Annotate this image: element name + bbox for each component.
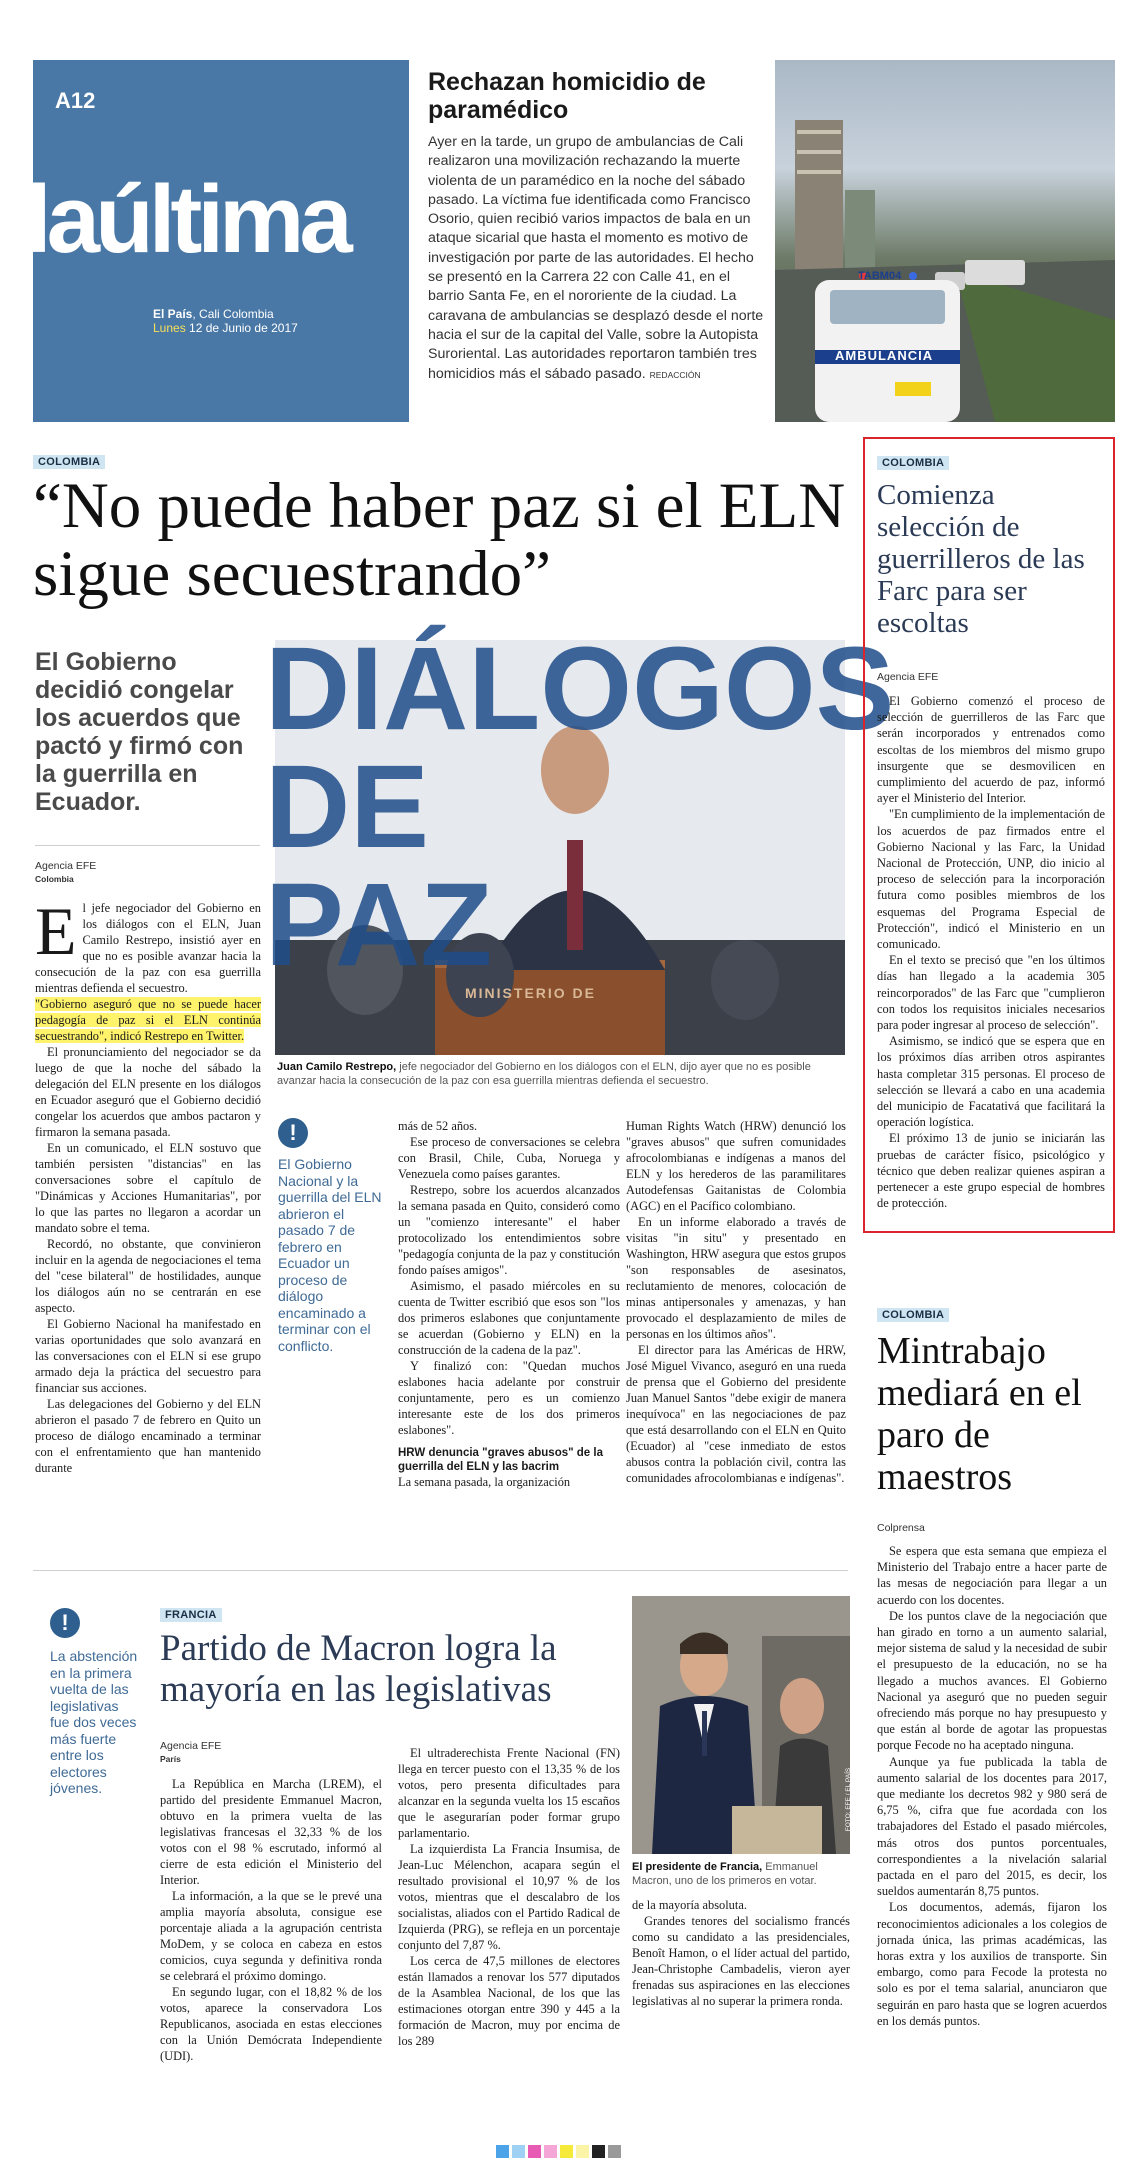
farc-sidebar [863, 437, 1115, 1233]
main-paragraph: Y finalizó con: "Quedan muchos eslabones hacia adelante por construir conjuntamente, pero es un comienzo interesante este de los dos primeros eslabones". [398, 1359, 620, 1437]
main-callout [278, 1118, 388, 1354]
france-photo-caption [632, 1860, 850, 1888]
color-swatch [512, 2145, 525, 2158]
france-tag-label: FRANCIA [160, 1608, 222, 1622]
main-lead: l jefe negociador del Gobierno en los diálogos con el ELN, Juan Camilo Restrepo, insistió ayer en que no es posible avanzar hacia la consecución de la paz con esa guerrilla mientras defienda el secuestro. [35, 901, 261, 995]
weekday: Lunes [153, 321, 186, 335]
highlighted-quote: "Gobierno aseguró que no se puede hacer pedagogía de paz si el ELN continúa secuestrando", indicó Restrepo en Twitter. [35, 997, 261, 1043]
farc-agency: Agencia EFE [877, 671, 939, 683]
drop-cap: E [35, 893, 77, 969]
main-col-2 [398, 1118, 620, 1490]
main-tag-label: COLOMBIA [33, 455, 105, 469]
top-photo-credit: FOTO: CORTESÍA PARA EL PAÍS [1124, 314, 1131, 413]
color-swatch [544, 2145, 557, 2158]
mintrabajo-paragraph: Los documentos, además, fijaron los reconocimientos adicionales a los colegios de jornada única, las primas académicas, las horas extra y los auxilios de transporte. Sin embargo, como para Fecode la protesta no solo es por el tema salarial, anunciaron que seguirán en paro hasta que se logren acuerdos en los demás puntos. [877, 1900, 1107, 2028]
print-color-bar [496, 2145, 621, 2158]
main-paragraph: Restrepo, sobre los acuerdos alcanzados la semana pasada en Quito, consideró como un "comienzo interesante" el haber protocolizado los entendimientos sobre "pedagogía conjunta de la paz y constitución fondo países amigos". [398, 1183, 620, 1277]
france-paragraph: En segundo lugar, con el 18,82 % de los votos, aparece la conservadora Los Republicanos, asociada en estas elecciones con la Unión Demócrata Independiente (UDI). [160, 1985, 382, 2063]
color-swatch [496, 2145, 509, 2158]
exclamation-icon: ! [50, 1608, 80, 1638]
mintrabajo-paragraph: Se espera que esta semana que empieza el Ministerio del Trabajo entre a hacer parte de las mesas de negociación para llegar a un acuerdo con los docentes. [877, 1544, 1107, 1607]
paper-city: Cali Colombia [199, 307, 274, 321]
main-byline [35, 860, 96, 886]
main-paragraph: El director para las Américas de HRW, José Miguel Vivanco, aseguró en una rueda de prensa que el Gobierno del presidente Juan Manuel Santos "debe exigir de manera inequívoca" en las negociaciones de paz que está desarrollando con el ELN en Quito (Ecuador) al "cese inmediato de estos abusos contra la población civil, contra las comunidades afrocolombianas e indígenas". [626, 1343, 846, 1485]
masthead-dateline: El País, Cali Colombia Lunes 12 de Junio de 2017 [153, 307, 298, 335]
macron-photo [632, 1596, 850, 1854]
france-photo-credit: FOTO: EFE / EL PAÍS [844, 1767, 852, 1832]
ambulance-photo [775, 60, 1131, 422]
main-paragraph: Las delegaciones del Gobierno y del ELN abrieron el pasado 7 de febrero en Quito un proceso de diálogo encaminado a terminar con el enfrentamiento que han mantenido durante [35, 1397, 261, 1475]
main-agency: Agencia EFE [35, 860, 97, 872]
date: 12 de Junio de 2017 [189, 321, 298, 335]
caption-text: jefe negociador del Gobierno en los diálogos con el ELN, dijo ayer que no es posible avanzar hacia la consecución de la paz con esa guerrilla mientras defienda el secuestro. [277, 1061, 811, 1087]
top-story-signature: REDACCIÓN [649, 369, 701, 380]
main-col-1 [35, 893, 261, 1476]
main-col-3 [626, 1118, 846, 1486]
top-story [428, 60, 768, 422]
podium-lettering: MINISTERIO DE [465, 985, 597, 1001]
caption-name: Juan Camilo Restrepo, [277, 1061, 397, 1073]
callout-text: El Gobierno Nacional y la guerrilla del ELN abrieron el pasado 7 de febrero en Ecuador un proceso de diálogo encaminado a terminar con el conflicto. [278, 1156, 382, 1354]
restrepo-photo [265, 623, 895, 1055]
france-callout [50, 1608, 140, 1797]
france-paragraph: La izquierdista La Francia Insumisa, de Jean-Luc Mélenchon, acapara según el resultado provisional el 10,97 % de los votos, mientras que el descalabro de los socialistas, aliados con el Partido Radical de Izquierda (PRG), se refleja en un porcentaje conjunto del 7,87 %. [398, 1842, 620, 1952]
france-caption-text: Emmanuel Macron, uno de los primeros en votar. [632, 1861, 818, 1887]
mintrabajo-body [877, 1543, 1107, 2029]
farc-tag-label: COLOMBIA [877, 456, 949, 470]
main-paragraph: El pronunciamiento del negociador se da luego de que la noche del sábado la delegación del ELN presente en los diálogos en Ecuador aseguró que el Gobierno decidió congelar los acuerdos que ambos pactaron y firmaron la semana pasada. [35, 1045, 261, 1139]
france-col-1 [160, 1776, 382, 2064]
color-swatch [560, 2145, 573, 2158]
farc-headline: Comienza selección de guerrilleros de las Farc para ser escoltas [877, 479, 1085, 639]
france-paragraph: La República en Marcha (LREM), el partido del presidente Emmanuel Macron, obtuvo en la primera vuelta de las legislativas francesas el 32,33 % de los votos con el 98 % escrutado, informó al cierre de esta edición el Ministerio del Interior. [160, 1777, 382, 1887]
france-caption-name: El presidente de Francia, [632, 1861, 763, 1873]
macron-photo-illustration [632, 1596, 850, 1854]
main-paragraph: Ese proceso de conversaciones se celebra con Brasil, Chile, Cuba, Noruega y Venezuela como países garantes. [398, 1135, 620, 1181]
main-headline: “No puede haber paz si el ELN sigue secuestrando” [33, 470, 846, 610]
color-swatch [528, 2145, 541, 2158]
main-photo-caption [277, 1060, 843, 1088]
paper-name: El País [153, 307, 193, 321]
farc-paragraph: "En cumplimiento de la implementación de los acuerdos de paz firmados entre el Gobierno Nacional y las Farc, la Unidad Nacional de Protección, UNP, dio inicio al proceso de selección para la incorporación futura como posibles miembros de los esquemas del Programa Especial de Protección", indicó el Ministerio en un comunicado. [877, 807, 1105, 952]
main-paragraph: En un informe elaborado a través de visitas "in situ" y presentado en Washington, HRW asegura que estos grupos "son responsables de asesinatos, reclutamiento de menores, colocación de minas antipersonales y amenazas, y han provocado el desplazamiento de miles de personas en los últimos años". [626, 1215, 846, 1341]
top-story-body [428, 133, 768, 385]
main-deck: El Gobierno decidió congelar los acuerdos que pactó y firmó con la guerrilla en Ecuador. [35, 648, 244, 816]
farc-tag [877, 453, 949, 471]
mintrabajo-paragraph: De los puntos clave de la negociación que han girado en torno a un aumento salarial, mejor sistema de salud y la necesidad de subir el presupuesto de la educación, no se ha llegado a muchos avances. El Gobierno Nacional ya aseguró que no pueden seguir ofreciendo más porque no hay presupuesto y que están al borde de agotar las propuestas porque Fecode no ha aceptado ninguna. [877, 1608, 1107, 1753]
section-rule [33, 1570, 848, 1571]
mintrabajo-agency: Colprensa [877, 1522, 925, 1534]
exclamation-icon: ! [278, 1118, 308, 1148]
france-place: París [160, 1754, 181, 1764]
farc-paragraph: En el texto se precisó que "en los últimos días han llegado a la academia 305 reincorporados" de las Farc que "cumplieron con todos los requisitos iniciales necesarios para poder ingresar al proceso de selección". [877, 953, 1105, 1033]
mintrabajo-headline: Mintrabajo mediará en el paro de maestros [877, 1330, 1082, 1498]
main-paragraph: Recordó, no obstante, que convinieron incluir en la agenda de negociaciones el tema del "cese bilateral" de hostilidades, aunque los diálogos aún no se centrarán en ese aspecto. [35, 1237, 261, 1315]
section-masthead [25, 60, 409, 422]
hrw-subhead: HRW denuncia "graves abusos" de la guerrilla del ELN y las bacrim [398, 1447, 603, 1473]
color-swatch [592, 2145, 605, 2158]
farc-paragraph: Asimismo, se indicó que se espera que en los próximos días arriben otros aspirantes hasta completar 315 personas. El proceso de selección se llevará a cabo en una academia del municipio de Facatativá que facilitará la operación logística. [877, 1034, 1105, 1130]
france-paragraph: El ultraderechista Frente Nacional (FN) llega en tercer puesto con el 13,35 % de los votos, pero presenta dificultades para alcanzar en la segunda vuelta los 15 escaños que le asegurarían poder formar grupo parlamentario. [398, 1746, 620, 1840]
main-paragraph: El Gobierno Nacional ha manifestado en varias oportunidades que solo avanzará en las conversaciones con el ELN si ese grupo armado deja la práctica del secuestro para financiar sus acciones. [35, 1317, 261, 1395]
mintrabajo-paragraph: Aunque ya fue publicada la tabla de aumento salarial de los docentes para 2017, que mediante los decretos 982 y 980 será de 6,75 %, cifra que fue acordada con los trabajadores del Estado el pasado miércoles, más otros dos puntos porcentuales, correspondientes a la nivelación salarial pactada en el paro del 2015, es decir, los sueldos aumentarán 8,75 puntos. [877, 1754, 1107, 1899]
deck-rule [35, 845, 260, 846]
france-agency: Agencia EFE [160, 1740, 222, 1752]
france-paragraph: La información, a la que se le prevé una amplia mayoría absoluta, consigue ese porcentaje aliada a la agrupación centrista MoDem, y se coloca en cabeza en estos comicios, cuya segunda y definitiva ronda se celebrará el próximo domingo. [160, 1889, 382, 1983]
france-tag [160, 1605, 222, 1623]
france-paragraph: Los cerca de 47,5 millones de electores están llamados a renovar los 577 diputados de la Asamblea Nacional, de los que las estimaciones otorgan entre 390 y 445 a la formación de Macron, muy por encima de los 289 [398, 1954, 620, 2048]
top-story-text: Ayer en la tarde, un grupo de ambulancias de Cali realizaron una movilización rechazando la muerte violenta de un paramédico en la noche del sábado pasado. La víctima fue identificada como Francisco Osorio, quien recibió varios impactos de bala en un ataque sicarial que hasta el momento es motivo de investigación por parte de las autoridades. El hecho se presentó en la Carrera 22 con Calle 41, en el barrio Santa Fe, en el nororiente de la ciudad. La caravana de ambulancias se desplazó desde el norte hacia el sur de la capital del Valle, sobre la Autopista Suroriental. Las autoridades reportaron también tres homicidios más el sábado pasado. [428, 134, 764, 382]
mintrabajo-tag [877, 1305, 949, 1323]
farc-body [877, 693, 1105, 1212]
page-number: A12 [55, 88, 96, 113]
color-swatch [576, 2145, 589, 2158]
france-headline: Partido de Macron logra la mayoría en las legislativas [160, 1628, 557, 1710]
main-paragraph: Asimismo, el pasado miércoles en su cuenta de Twitter escribió que esos son "los dos primeros eslabones que conjuntamente se acuerdan (Gobierno y ELN) en la construcción de la cadena de la paz". [398, 1279, 620, 1357]
main-place: Colombia [35, 874, 74, 884]
ambulance-photo-illustration [775, 60, 1115, 422]
main-paragraph: más de 52 años. [398, 1119, 478, 1133]
ambulance-unit: TABM04 [858, 270, 902, 282]
france-callout-text: La abstención en la primera vuelta de las legislativas fue dos veces más fuerte entre los electores jóvenes. [50, 1648, 138, 1796]
france-paragraph: de la mayoría absoluta. [632, 1898, 747, 1912]
color-swatch [608, 2145, 621, 2158]
mintrabajo-tag-label: COLOMBIA [877, 1308, 949, 1322]
main-tag [33, 452, 105, 470]
main-paragraph: En un comunicado, el ELN sostuvo que también persisten "distancias" en las conversaciones sobre el capítulo de "Dinámicas y Acciones Humanitarias", por lo que las partes no llegaron a acordar un mandato sobre el tema. [35, 1141, 261, 1235]
ambulance-lettering: AMBULANCIA [835, 348, 934, 363]
backdrop-lettering: DIÁLOGOS DE PAZ [265, 623, 895, 991]
france-paragraph: Grandes tenores del socialismo francés como su candidato a las presidenciales, Benoît Hamon, o el líder actual del partido, Jean-Christophe Cambadelis, vieron ayer frenadas sus aspiraciones en las elecciones legislativas al no superar la primera ronda. [632, 1914, 850, 2008]
main-photo-credit: FOTO: ARCHIVO COLPRENSA / EL PAÍS [862, 752, 870, 875]
france-col-2 [398, 1745, 620, 2049]
france-col-3 [632, 1897, 850, 2009]
section-title: laúltima [25, 166, 348, 273]
farc-paragraph: El próximo 13 de junio se iniciarán las pruebas de carácter físico, psicológico y técnico que deben realizar quienes aspiran a pertenecer a este grupo especial de hombres de protección. [877, 1131, 1105, 1211]
main-paragraph: La semana pasada, la organización [398, 1475, 571, 1489]
top-story-title: Rechazan homicidio de paramédico [428, 68, 706, 124]
france-byline [160, 1740, 221, 1766]
farc-paragraph: El Gobierno comenzó el proceso de selección de guerrilleros de las Farc que serán incorporados y entrenados como escoltas de los miembros del mismo grupo insurgente que se desmovilicen en cumplimiento del acuerdo de paz, informó ayer el Ministerio del Interior. [877, 694, 1105, 806]
main-paragraph: Human Rights Watch (HRW) denunció los "graves abusos" que sufren comunidades afrocolombianas e indígenas a manos del ELN y los herederos de las paramilitares Autodefensas Gaitanistas de Colombia (AGC) en el Pacífico colombiano. [626, 1119, 846, 1213]
